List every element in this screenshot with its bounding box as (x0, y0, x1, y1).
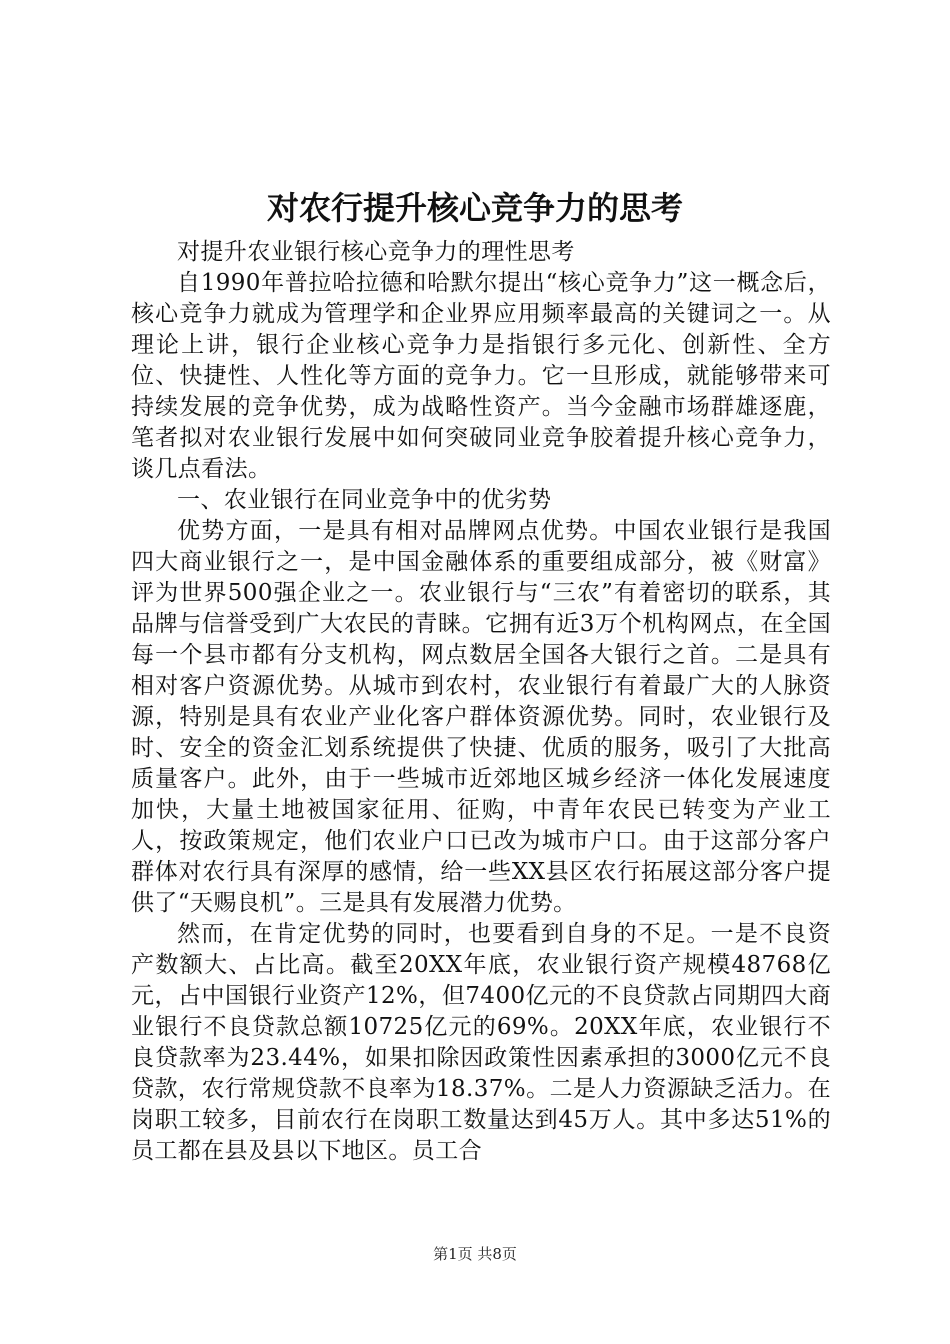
body-paragraph: 然而，在肯定优势的同时，也要看到自身的不足。一是不良资产数额大、占比高。截至20XX年底，农业银行资产规模48768亿元，占中国银行业资产12%，但7400亿元的不良贷款占同期四大商业银行不良贷款总额10725亿元的69%。20XX年底，农业银行不良贷款率为23.44%，如果扣除因政策性因素承担的3000亿元不良贷款，农行常规贷款不良率为18.37%。二是人力资源缺乏活力。在岗职工较多，目前农行在岗职工数量达到45万人。其中多达51%的员工都在县及县以下地区。员工合 (131, 921, 831, 1164)
section-heading: 一、农业银行在同业竞争中的优劣势 (177, 487, 552, 513)
body-paragraph: 优势方面，一是具有相对品牌网点优势。中国农业银行是我国四大商业银行之一，是中国金融体系的重要组成部分，被《财富》评为世界500强企业之一。农业银行与“三农”有着密切的联系，其品牌与信誉受到广大农民的青睐。它拥有近3万个机构网点，在全国每一个县市都有分支机构，网点数居全国各大银行之首。二是具有相对客户资源优势。从城市到农村，农业银行有着最广大的人脉资源，特别是具有农业产业化客户群体资源优势。同时，农业银行及时、安全的资金汇划系统提供了快捷、优质的服务，吸引了大批高质量客户。此外，由于一些城市近郊地区城乡经济一体化发展速度加快，大量土地被国家征用、征购，中青年农民已转变为产业工人，按政策规定，他们农业户口已改为城市户口。由于这部分客户群体对农行具有深厚的感情，给一些XX县区农行拓展这部分客户提供了“天赐良机”。三是具有发展潜力优势。 (131, 518, 831, 916)
document-body (131, 237, 831, 1167)
body-paragraph: 自1990年普拉哈拉德和哈默尔提出“核心竞争力”这一概念后，核心竞争力就成为管理学和企业界应用频率最高的关键词之一。从理论上讲，银行企业核心竞争力是指银行多元化、创新性、全方位、快捷性、人性化等方面的竞争力。它一旦形成，就能够带来可持续发展的竞争优势，成为战略性资产。当今金融市场群雄逐鹿，笔者拟对农业银行发展中如何突破同业竞争胶着提升核心竞争力，谈几点看法。 (131, 270, 831, 482)
page-number-footer: 第1页 共8页 (433, 1245, 517, 1263)
document-title: 对农行提升核心竞争力的思考 (266, 189, 683, 227)
subtitle-paragraph: 对提升农业银行核心竞争力的理性思考 (177, 239, 575, 265)
